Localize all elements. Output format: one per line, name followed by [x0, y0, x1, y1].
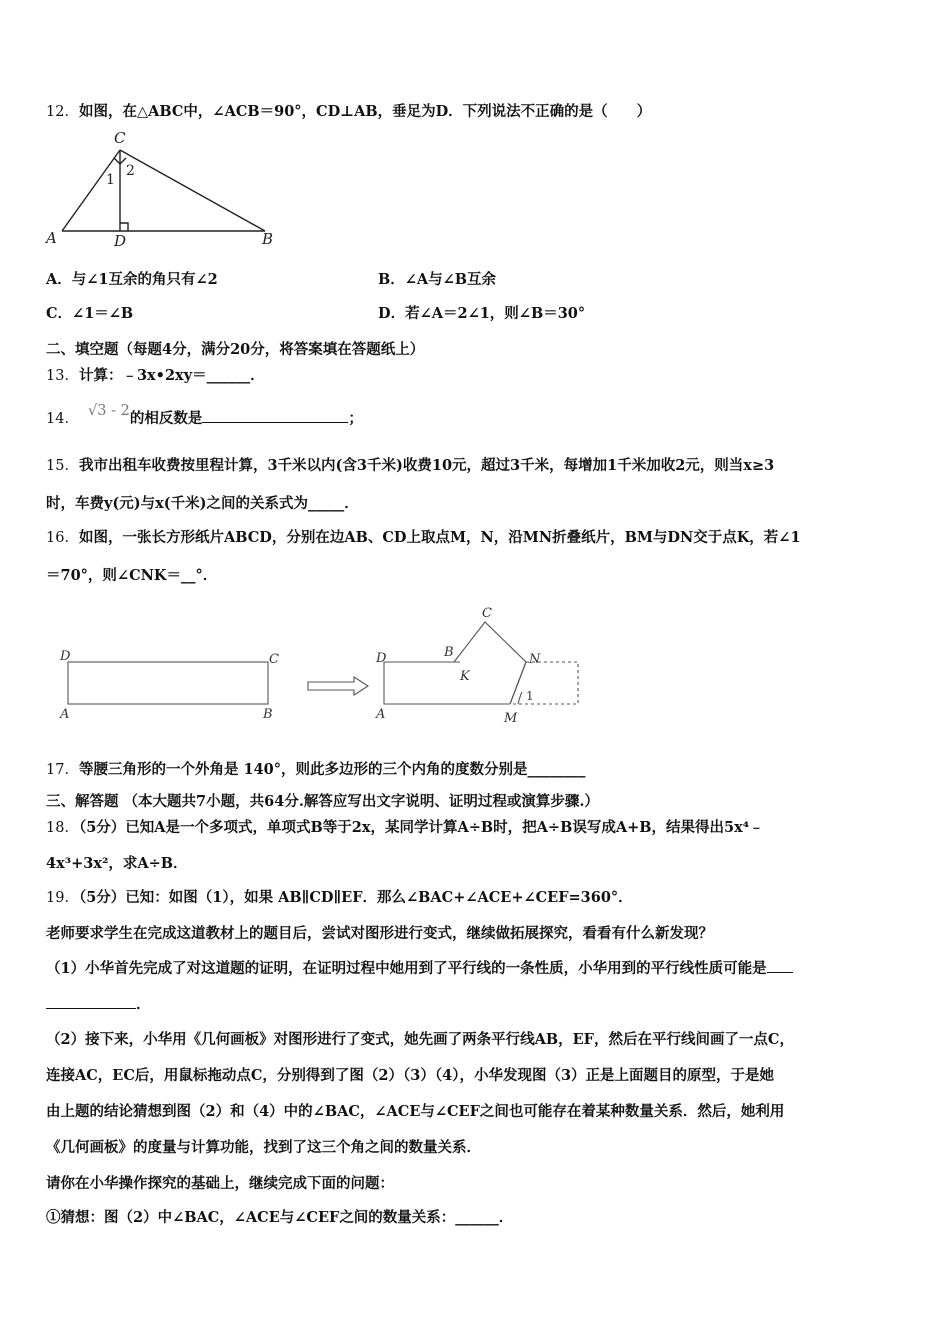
label-d: D — [114, 232, 127, 250]
q19-line-3: （1）小华首先完成了对这道题的证明，在证明过程中她用到了平行线的一条性质，小华用到的平行线性质可能是 — [46, 958, 908, 979]
q19-line-7: 由上题的结论猜想到图（2）和（4）中的∠BAC，∠ACE与∠CEF之间也可能存在着某种数量关系．然后，她利用 — [46, 1103, 785, 1120]
label-angle-1: 1 — [106, 172, 115, 188]
q16-folding-figure — [50, 600, 610, 730]
folded-rect-left — [384, 662, 510, 704]
angle-1-arc — [518, 692, 522, 704]
fig16-label-b: B — [263, 707, 273, 722]
fig16-label-d2: D — [376, 651, 387, 666]
label-b: B — [262, 230, 274, 248]
folded-flap — [454, 622, 526, 704]
fig16-label-a: A — [60, 707, 70, 722]
q14: 14． √3 - 2的相反数是 ； — [46, 403, 363, 427]
q12-stem: 12．如图，在△ABC中，∠ACB＝90°，CD⊥AB，垂足为D．下列说法不正确的是（ ） — [46, 103, 652, 120]
fig16-label-d: D — [60, 649, 71, 664]
q12-option-a: A．与∠1互余的角只有∠2 — [46, 271, 218, 288]
q16-line-2: ＝70°，则∠CNK＝__°． — [46, 567, 218, 584]
right-angle-mark-d — [120, 223, 128, 231]
q19-blank-1a — [767, 958, 793, 973]
fig16-label-c2: C — [482, 606, 492, 621]
q12-option-c: C．∠1＝∠B — [46, 305, 134, 322]
q19-blank-1b — [46, 994, 136, 1009]
q12-option-d: D．若∠A＝2∠1，则∠B＝30° — [378, 305, 586, 322]
q18-line-2: 4x³+3x²，求A÷B． — [46, 855, 188, 872]
q19-line-1: 19．（5分）已知：如图（1），如果 AB∥CD∥EF．那么∠BAC+∠ACE+∠CEF=360°． — [46, 889, 633, 906]
fig16-label-c: C — [269, 652, 279, 667]
fig16-label-m: M — [504, 711, 518, 726]
label-angle-2: 2 — [126, 163, 135, 179]
fig16-label-a2: A — [376, 707, 386, 722]
q19-line-2: 老师要求学生在完成这道教材上的题目后，尝试对图形进行变式，继续做拓展探究，看看有什么新发现？ — [46, 925, 713, 942]
q14-answer-blank — [202, 408, 348, 423]
fig16-label-b2: B — [444, 645, 454, 660]
side-ac — [62, 150, 120, 231]
q19-line-4: ． — [46, 994, 908, 1015]
rect-abcd — [68, 662, 268, 704]
label-a: A — [46, 229, 57, 247]
arrow-right-icon — [308, 677, 368, 695]
q19-line-6: 连接AC，EC后，用鼠标拖动点C，分别得到了图（2）（3）（4），小华发现图（3）正是上面题目的原型，于是她 — [46, 1067, 775, 1084]
q14-expression: √3 - 2 — [88, 403, 130, 419]
q19-line-10: ①猜想：图（2）中∠BAC，∠ACE与∠CEF之间的数量关系：______． — [46, 1209, 514, 1226]
q13: 13．计算：﹣3x•2xy＝______． — [46, 367, 265, 384]
q16-line-1: 16．如图，一张长方形纸片ABCD，分别在边AB、CD上取点M，N，沿MN折叠纸片，BM与DN交于点K，若∠1 — [46, 529, 801, 546]
side-cb — [120, 150, 265, 231]
fig16-label-n: N — [529, 652, 541, 667]
q15-line-1: 15．我市出租车收费按里程计算，3千米以内(含3千米)收费10元，超过3千米，每增加1千米加收2元，则当x≥3 — [46, 457, 775, 474]
q19-line-8: 《几何画板》的度量与计算功能，找到了这三个角之间的数量关系． — [46, 1139, 481, 1156]
section-3-heading: 三、解答题 （本大题共7小题，共64分.解答应写出文字说明、证明过程或演算步骤.） — [46, 793, 599, 810]
q17: 17．等腰三角形的一个外角是 140°，则此多边形的三个内角的度数分别是________ — [46, 761, 586, 778]
q12-option-b: B．∠A与∠B互余 — [378, 271, 497, 288]
section-2-heading: 二、填空题（每题4分，满分20分，将答案填在答题纸上） — [46, 341, 425, 358]
q18-line-1: 18．（5分）已知A是一个多项式，单项式B等于2x，某同学计算A÷B时，把A÷B误写成A+B，结果得出5x⁴﹣ — [46, 819, 764, 836]
q15-line-2: 时，车费y(元)与x(千米)之间的关系式为_____． — [46, 495, 359, 512]
fig16-label-k: K — [460, 669, 470, 684]
q19-line-9: 请你在小华操作探究的基础上，继续完成下面的问题： — [46, 1175, 394, 1192]
fig16-label-1: 1 — [526, 689, 534, 703]
q12-triangle-figure — [40, 128, 290, 250]
label-c: C — [114, 129, 126, 147]
q19-line-5: （2）接下来，小华用《几何画板》对图形进行了变式，她先画了两条平行线AB，EF，然后在平行线间画了一点C， — [46, 1031, 794, 1048]
